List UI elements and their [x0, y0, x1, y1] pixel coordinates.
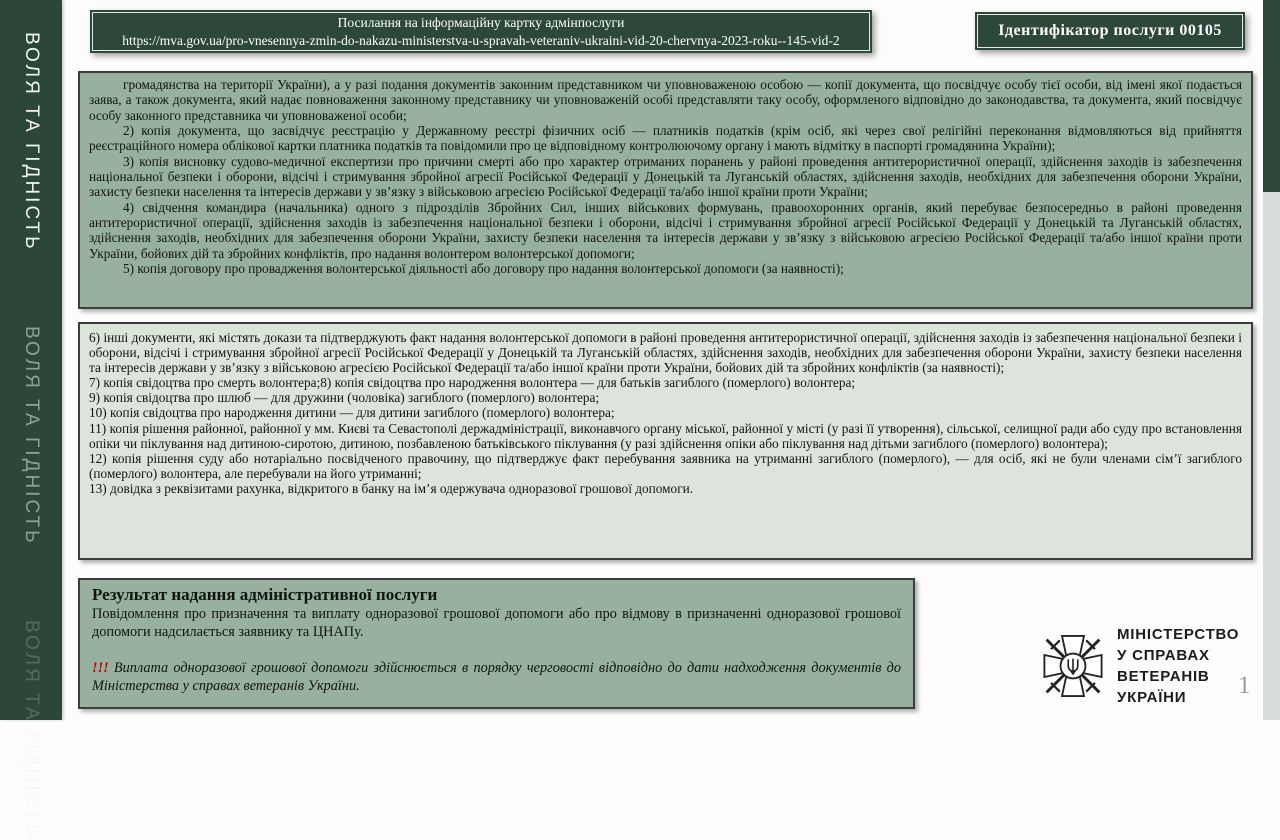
service-link-title: Посилання на інформаційну картку адмінпослуги: [337, 14, 625, 30]
document-item: 4) свідчення командира (начальника) одного з підрозділів Збройних Сил, інших військових формувань, правоохоронних органів, який перебуває безпосередньо в районі проведення антитерористичної операції, здійснення заходів із забезпечення національної безпеки і оборони, відсічі і стримування збройної агресії Російської Федерації у Донецькій та Луганській областях, здійснення заходів, необхідних для забезпечення оборони України, захисту безпеки населення та інтересів держави у зв’язку з військовою агресією Російської Федерації та/або іншої країни проти України, бойових дій та збройних конфліктів, про надання волонтером волонтерської допомоги;: [89, 199, 1242, 261]
service-id-label: Ідентифікатор послуги 00105: [977, 14, 1243, 48]
document-item: 6) інші документи, які містять докази та підтверджують факт надання волонтерської допомоги в районі проведення антитерористичної операції, здійснення заходів із забезпечення національної безпеки і оборони, відсічі і стримування збройної агресії Російської Федерації у Донецькій та Луганській областях, здійснення заходів, необхідних для забезпечення оборони України, захисту безпеки населення та інтересів держави у зв’язку з військовою агресією Російської Федерації та/або іншої країни проти України, бойових дій та збройних конфліктів (за наявності);: [89, 330, 1242, 376]
result-body: Повідомлення про призначення та виплату одноразової грошової допомоги або про відмову в призначенні одноразової грошової допомоги надсилається заявнику та ЦНАПу.: [92, 606, 901, 640]
documents-list-bottom-box: [78, 322, 1253, 560]
exclamation-marker: !!!: [92, 659, 109, 676]
right-edge-strip-dark: [1263, 0, 1280, 192]
ministry-name-line: ВЕТЕРАНІВ: [1117, 668, 1210, 685]
watermark-text: ВОЛЯ ТА ГІДНІСТЬ: [21, 326, 42, 546]
ministry-logo-icon: [1040, 628, 1106, 704]
document-item: 13) довідка з реквізитами рахунка, відкритого в банку на ім’я одержувача одноразової грошової допомоги.: [89, 480, 694, 496]
document-item: 5) копія договору про провадження волонтерської діяльності або договору про надання волонтерської допомоги (за наявності);: [123, 261, 844, 277]
document-item: 2) копія документа, що засвідчує реєстрацію у Державному реєстрі фізичних осіб — платників податків (крім осіб, які через свої релігійні переконання відмовляються від прийняття реєстраційного номера облікової картки платника податків та повідомили про це відповідному контролюючому органу і мають відмітку в паспорті громадянина України);: [89, 123, 1242, 154]
result-box: [78, 578, 915, 709]
ministry-block: [1040, 624, 1239, 708]
service-link-url[interactable]: https://mva.gov.ua/pro-vnesennya-zmin-do-nakazu-ministerstva-u-spravah-veteraniv-ukraini-vid-20-chervnya-2023-roku--145-vid-2: [122, 32, 840, 48]
service-id-badge: [975, 12, 1245, 50]
ministry-name: [1117, 624, 1239, 708]
result-title: Результат надання адміністративної послуги: [92, 585, 438, 604]
document-item: 7) копія свідоцтва про смерть волонтера;8) копія свідоцтва про народження волонтера — для батьків загиблого (померлого) волонтера;: [89, 375, 856, 391]
watermark-text: ВОЛЯ ТА ГІДНІСТЬ: [21, 620, 42, 840]
document-item: 9) копія свідоцтва про шлюб — для дружини (чоловіка) загиблого (померлого) волонтера;: [89, 390, 600, 406]
right-edge-strip-light: [1263, 192, 1280, 720]
document-item: 3) копія висновку судово-медичної експертизи про причини смерті або про характер отриманих поранень у районі проведення антитерористичної операції, здійснення заходів із забезпечення національної безпеки і оборони, відсічі і стримування збройної агресії Російської Федерації у Донецькій та Луганській областях, здійснення заходів, необхідних для забезпечення оборони України, захисту безпеки населення та інтересів держави у зв’язку з військовою агресією Російської Федерації та/або іншої країни проти України;: [89, 153, 1242, 200]
document-item: громадянства на території України), а у разі подання документів законним представником чи уповноваженою особою — копії документа, що посвідчує особу тієї особи, від імені якої подається заява, а також документа, який надає повноваження законному представнику чи уповноваженій особі представляти таку особу, оформленого відповідно до законодавства, та документа, який посвідчує особу законного представника чи уповноваженої особи;: [89, 77, 1242, 123]
result-note-text: Виплата одноразової грошової допомоги здійснюється в порядку черговості відповідно до дати надходження документів до Міністерства у справах ветеранів України.: [92, 659, 901, 695]
page-number: 1: [1238, 672, 1251, 699]
document-item: 12) копія рішення суду або нотаріально посвідченого правочину, що підтверджує факт перебування заявника на утриманні загиблого (померлого), — для осіб, які не були членами сім’ї загиблого (померлого) волонтера, але перебували на його утриманні;: [89, 450, 1242, 481]
ministry-name-line: МІНІСТЕРСТВО: [1117, 626, 1240, 643]
documents-list-top-box: [78, 71, 1253, 309]
document-item: 10) копія свідоцтва про народження дитини — для дитини загиблого (померлого) волонтера;: [89, 405, 615, 421]
service-link-panel: [90, 10, 872, 53]
document-item: 11) копія рішення районної, районної у мм. Києві та Севастополі держадміністрації, виконавчого органу міської, районної у місті (у разі її утворення), сільської, селищної ради або суду про встановлення опіки чи піклування над дитиною-сиротою, дитиною, позбавленою батьківського піклування (у разі здійснення опіки або піклування над дітьми загиблого (померлого) волонтера);: [89, 420, 1242, 451]
watermark-text: ВОЛЯ ТА ГІДНІСТЬ: [21, 32, 42, 252]
sidebar: [0, 0, 62, 840]
result-note: [92, 659, 901, 696]
ministry-name-line: УКРАЇНИ: [1117, 689, 1187, 706]
ministry-name-line: У СПРАВАХ: [1117, 647, 1210, 664]
